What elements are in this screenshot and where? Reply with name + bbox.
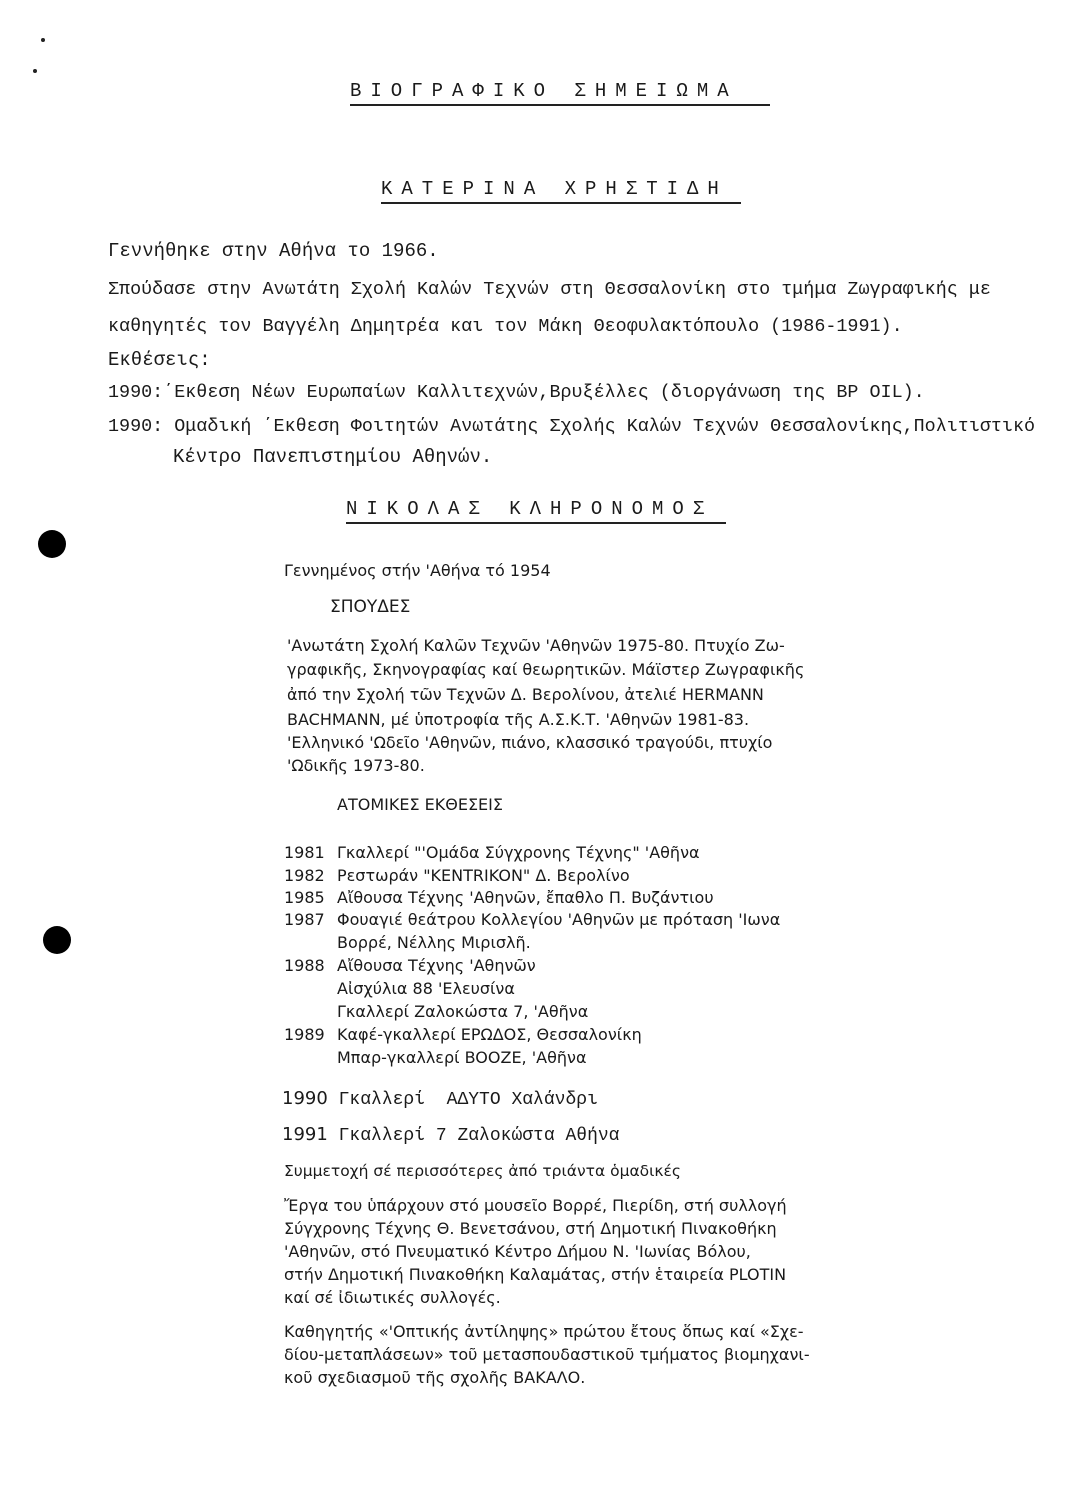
studies-line: 'Ωδικῆς 1973-80. <box>287 756 425 775</box>
punch-hole <box>38 530 66 558</box>
works-line: Σύγχρονης Τέχνης Θ. Βενετσάνου, στή Δημοτική Πινακοθήκη <box>284 1219 777 1238</box>
exhibition-text: Γκαλλερί ΑΔΥΤΟ Χαλάνδρι <box>338 1090 598 1110</box>
exhibition-year: 1990 <box>282 1088 328 1109</box>
bio-line: Κέντρο Πανεπιστημίου Αθηνών. <box>173 446 493 468</box>
person1-name: ΚΑΤΕΡΙΝΑ ΧΡΗΣΤΙΔΗ <box>381 178 741 204</box>
bio-line: Σπούδασε στην Ανωτάτη Σχολή Καλών Τεχνών στη Θεσσαλονίκη στο τμήμα Ζωγραφικής με <box>108 279 991 300</box>
exhibition-year: 1988 <box>284 956 325 975</box>
exhibition-text: Αἴθουσα Τέχνης 'Αθηνῶν <box>337 956 536 975</box>
studies-line: γραφικῆς, Σκηνογραφίας καί θεωρητικῶν. Μάϊστερ Ζωγραφικῆς <box>287 660 805 679</box>
exhibition-text: Φουαγιέ θεάτρου Κολλεγίου 'Αθηνῶν με πρόταση 'Ιωνα <box>337 910 781 929</box>
teaching-line: δίου-μεταπλάσεων» τοῦ μετασπουδαστικοῦ τμήματος βιομηχανι- <box>284 1345 810 1364</box>
exhibition-text: Μπαρ-γκαλλερί BOOZE, 'Αθῆνα <box>337 1048 587 1067</box>
exhibition-year: 1985 <box>284 888 325 907</box>
exhibition-year: 1991 <box>282 1124 328 1145</box>
studies-line: 'Ανωτάτη Σχολή Καλῶν Τεχνῶν 'Αθηνῶν 1975-80. Πτυχίο Ζω- <box>287 636 785 655</box>
bio-line: 1990:΄Εκθεση Νέων Ευρωπαίων Καλλιτεχνών,Βρυξέλλες (διοργάνωση της BP OIL). <box>108 382 925 403</box>
exhibition-year: 1987 <box>284 910 325 929</box>
studies-line: ἀπό την Σχολή τῶν Τεχνῶν Δ. Βερολίνου, ἀτελιέ HERMANN <box>287 685 764 704</box>
exhibition-text: Γκαλλερί 7 Ζαλοκώστα Αθήνα <box>338 1126 620 1146</box>
works-line: στήν Δημοτική Πινακοθήκη Καλαμάτας, στήν ἑταιρεία PLOTIN <box>284 1265 787 1284</box>
exhibition-year: 1989 <box>284 1025 325 1044</box>
scan-speck <box>41 38 45 42</box>
exhibition-text: Αἰσχύλια 88 'Ελευσίνα <box>337 979 515 998</box>
studies-heading: ΣΠΟΥΔΕΣ <box>330 597 411 617</box>
studies-line: BACHMANN, μέ ὑποτροφία τῆς Α.Σ.Κ.Τ. 'Αθηνῶν 1981-83. <box>287 710 750 729</box>
exhibitions-label: Εκθέσεις: <box>108 349 211 371</box>
group-exhibitions: Συμμετοχή σέ περισσότερες ἀπό τριάντα ὁμαδικές <box>284 1162 682 1180</box>
teaching-line: Καθηγητής «'Οπτικής ἀντίληψης» πρώτου ἔτους ὅπως καί «Σχε- <box>284 1322 804 1341</box>
exhibition-row <box>282 1124 619 1146</box>
exhibition-text: Βορρέ, Νέλλης Μιρισλῆ. <box>337 933 531 952</box>
bio-line: καθηγητές τον Βαγγέλη Δημητρέα και τον Μάκη Θεοφυλακτόπουλο (1986-1991). <box>108 316 903 337</box>
bio-line: 1990: Ομαδική ΄Εκθεση Φοιτητών Ανωτάτης Σχολής Καλών Τεχνών Θεσσαλονίκης,Πολιτιστικό <box>108 416 1036 437</box>
exhibition-year: 1981 <box>284 843 325 862</box>
bio-line: Γεννήθηκε στην Αθήνα το 1966. <box>108 240 439 262</box>
exhibition-text: Αἴθουσα Τέχνης 'Αθηνῶν, ἔπαθλο Π. Βυζάντιου <box>337 888 714 907</box>
works-line: 'Αθηνῶν, στό Πνευματικό Κέντρο Δήμου Ν. 'Ιωνίας Βόλου, <box>284 1242 751 1261</box>
teaching-line: κοῦ σχεδιασμοῦ τῆς σχολῆς ΒΑΚΑΛΟ. <box>284 1368 586 1387</box>
works-line: Ἔργα του ὑπάρχουν στό μουσεῖο Βορρέ, Πιερίδη, στή συλλογή <box>284 1196 787 1215</box>
exhibition-text: Καφέ-γκαλλερί ΕΡΩΔΟΣ, Θεσσαλονίκη <box>337 1025 642 1044</box>
works-line: καί σέ ἰδιωτικές συλλογές. <box>284 1288 501 1307</box>
exhibition-text: Γκαλλερί Ζαλοκώστα 7, 'Αθῆνα <box>337 1002 589 1021</box>
studies-line: 'Ελληνικό 'Ωδεῖο 'Αθηνῶν, πιάνο, κλασσικό τραγούδι, πτυχίο <box>287 733 773 752</box>
solo-exhibitions-heading: ΑΤΟΜΙΚΕΣ ΕΚΘΕΣΕΙΣ <box>337 795 503 814</box>
exhibition-row <box>282 1088 598 1110</box>
exhibition-text: Ρεστωράν "KENTRIKON" Δ. Βερολίνο <box>337 866 630 885</box>
exhibition-year: 1982 <box>284 866 325 885</box>
person2-born: Γεννημένος στήν 'Αθήνα τό 1954 <box>284 561 551 580</box>
exhibition-text: Γκαλλερί "'Ομάδα Σύγχρονης Τέχνης" 'Αθῆνα <box>337 843 700 862</box>
person2-name: ΝΙΚΟΛΑΣ ΚΛΗΡΟΝΟΜΟΣ <box>346 498 726 524</box>
scan-speck <box>33 69 37 73</box>
punch-hole <box>43 926 71 954</box>
document-title: ΒΙΟΓΡΑΦΙΚΟ ΣΗΜΕΙΩΜΑ <box>350 80 770 106</box>
